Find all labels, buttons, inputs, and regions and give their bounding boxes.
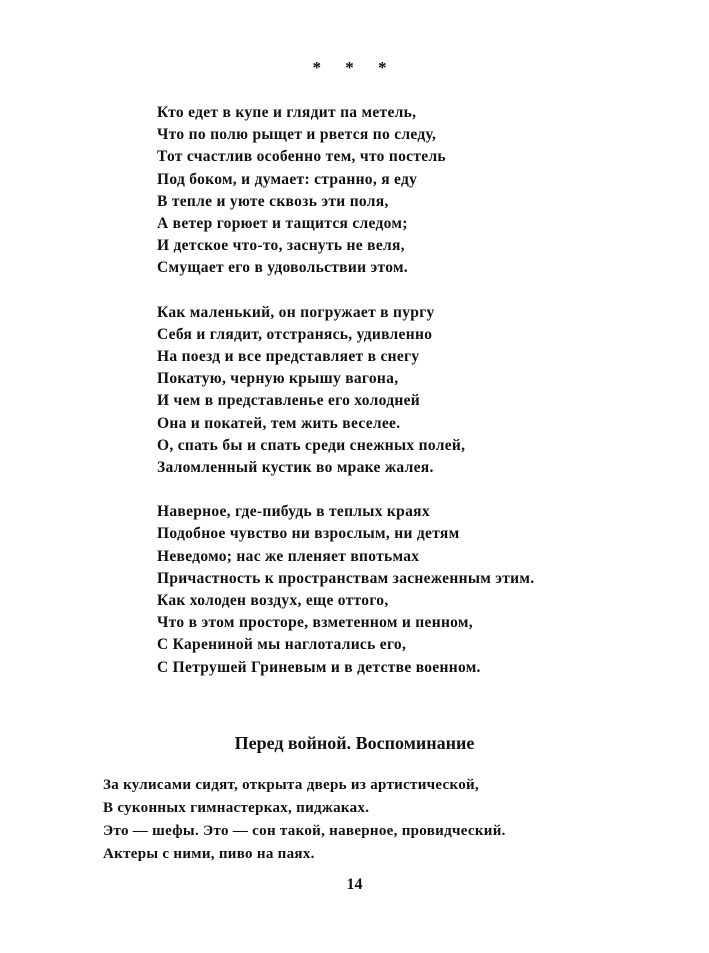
poem-line: В суконных гимнастерках, пиджаках.	[103, 800, 370, 816]
poem-line: В тепле и уюте сквозь эти поля,	[157, 192, 389, 210]
poem-line: Себя и глядит, отстранясь, удивленно	[157, 325, 433, 343]
poem-line: Что по полю рыщет и рвется по следу,	[157, 126, 437, 144]
poem-line: Тот счастлив особенно тем, что постель	[157, 148, 446, 166]
poem-line: За кулисами сидят, открыта дверь из артистической,	[103, 777, 480, 793]
stanza-1	[157, 102, 697, 280]
poem-line: Актеры с ними, пиво на паях.	[103, 846, 315, 862]
stanza-3	[157, 501, 697, 679]
poem-line: Как холоден воздух, еще оттого,	[157, 592, 389, 610]
poem-line: А ветер горюет и тащится следом;	[157, 215, 408, 233]
poem-line: Покатую, черную крышу вагона,	[157, 370, 399, 388]
poem-line: Кто едет в купе и глядит па метель,	[157, 104, 417, 121]
poem-line: О, спать бы и спать среди снежных полей,	[157, 436, 466, 454]
poem-line: С Петрушей Гриневым и в детстве военном.	[157, 658, 481, 676]
poem-line: С Карениной мы наглотались его,	[157, 636, 407, 654]
page-number: 14	[346, 876, 363, 893]
poem-excerpt	[103, 774, 703, 866]
poem-line: На поезд и все представляет в снегу	[157, 348, 420, 366]
poem-line: Это — шефы. Это — сон такой, наверное, провидческий.	[103, 823, 506, 839]
poem-line: Причастность к пространствам заснеженным этим.	[157, 569, 535, 587]
poem-line: Она и покатей, тем жить веселее.	[157, 414, 401, 432]
poem-line: И детское что-то, заснуть не веля,	[157, 237, 405, 255]
stanza-2	[157, 302, 697, 480]
poem-line: Как маленький, он погружает в пургу	[157, 303, 435, 321]
poem-line: И чем в представленье его холодней	[157, 392, 420, 410]
poem-line: Что в этом просторе, взметенном и пенном,	[157, 614, 473, 632]
poem-line: Под боком, и думает: странно, я еду	[157, 170, 418, 188]
poem-line: Заломленный кустик во мраке жалея.	[157, 459, 434, 477]
poem-line: Подобное чувство ни взрослым, ни детям	[157, 525, 460, 543]
poem-line: Наверное, где-пибудь в теплых краях	[157, 503, 430, 521]
poem	[157, 102, 697, 701]
poem-line: Смущает его в удовольствии этом.	[157, 259, 408, 277]
poem-line: Неведомо; нас же пленяет впотьмах	[157, 547, 420, 565]
poem-title: Перед войной. Воспоминание	[234, 733, 475, 753]
section-ornament: * * *	[312, 58, 397, 77]
